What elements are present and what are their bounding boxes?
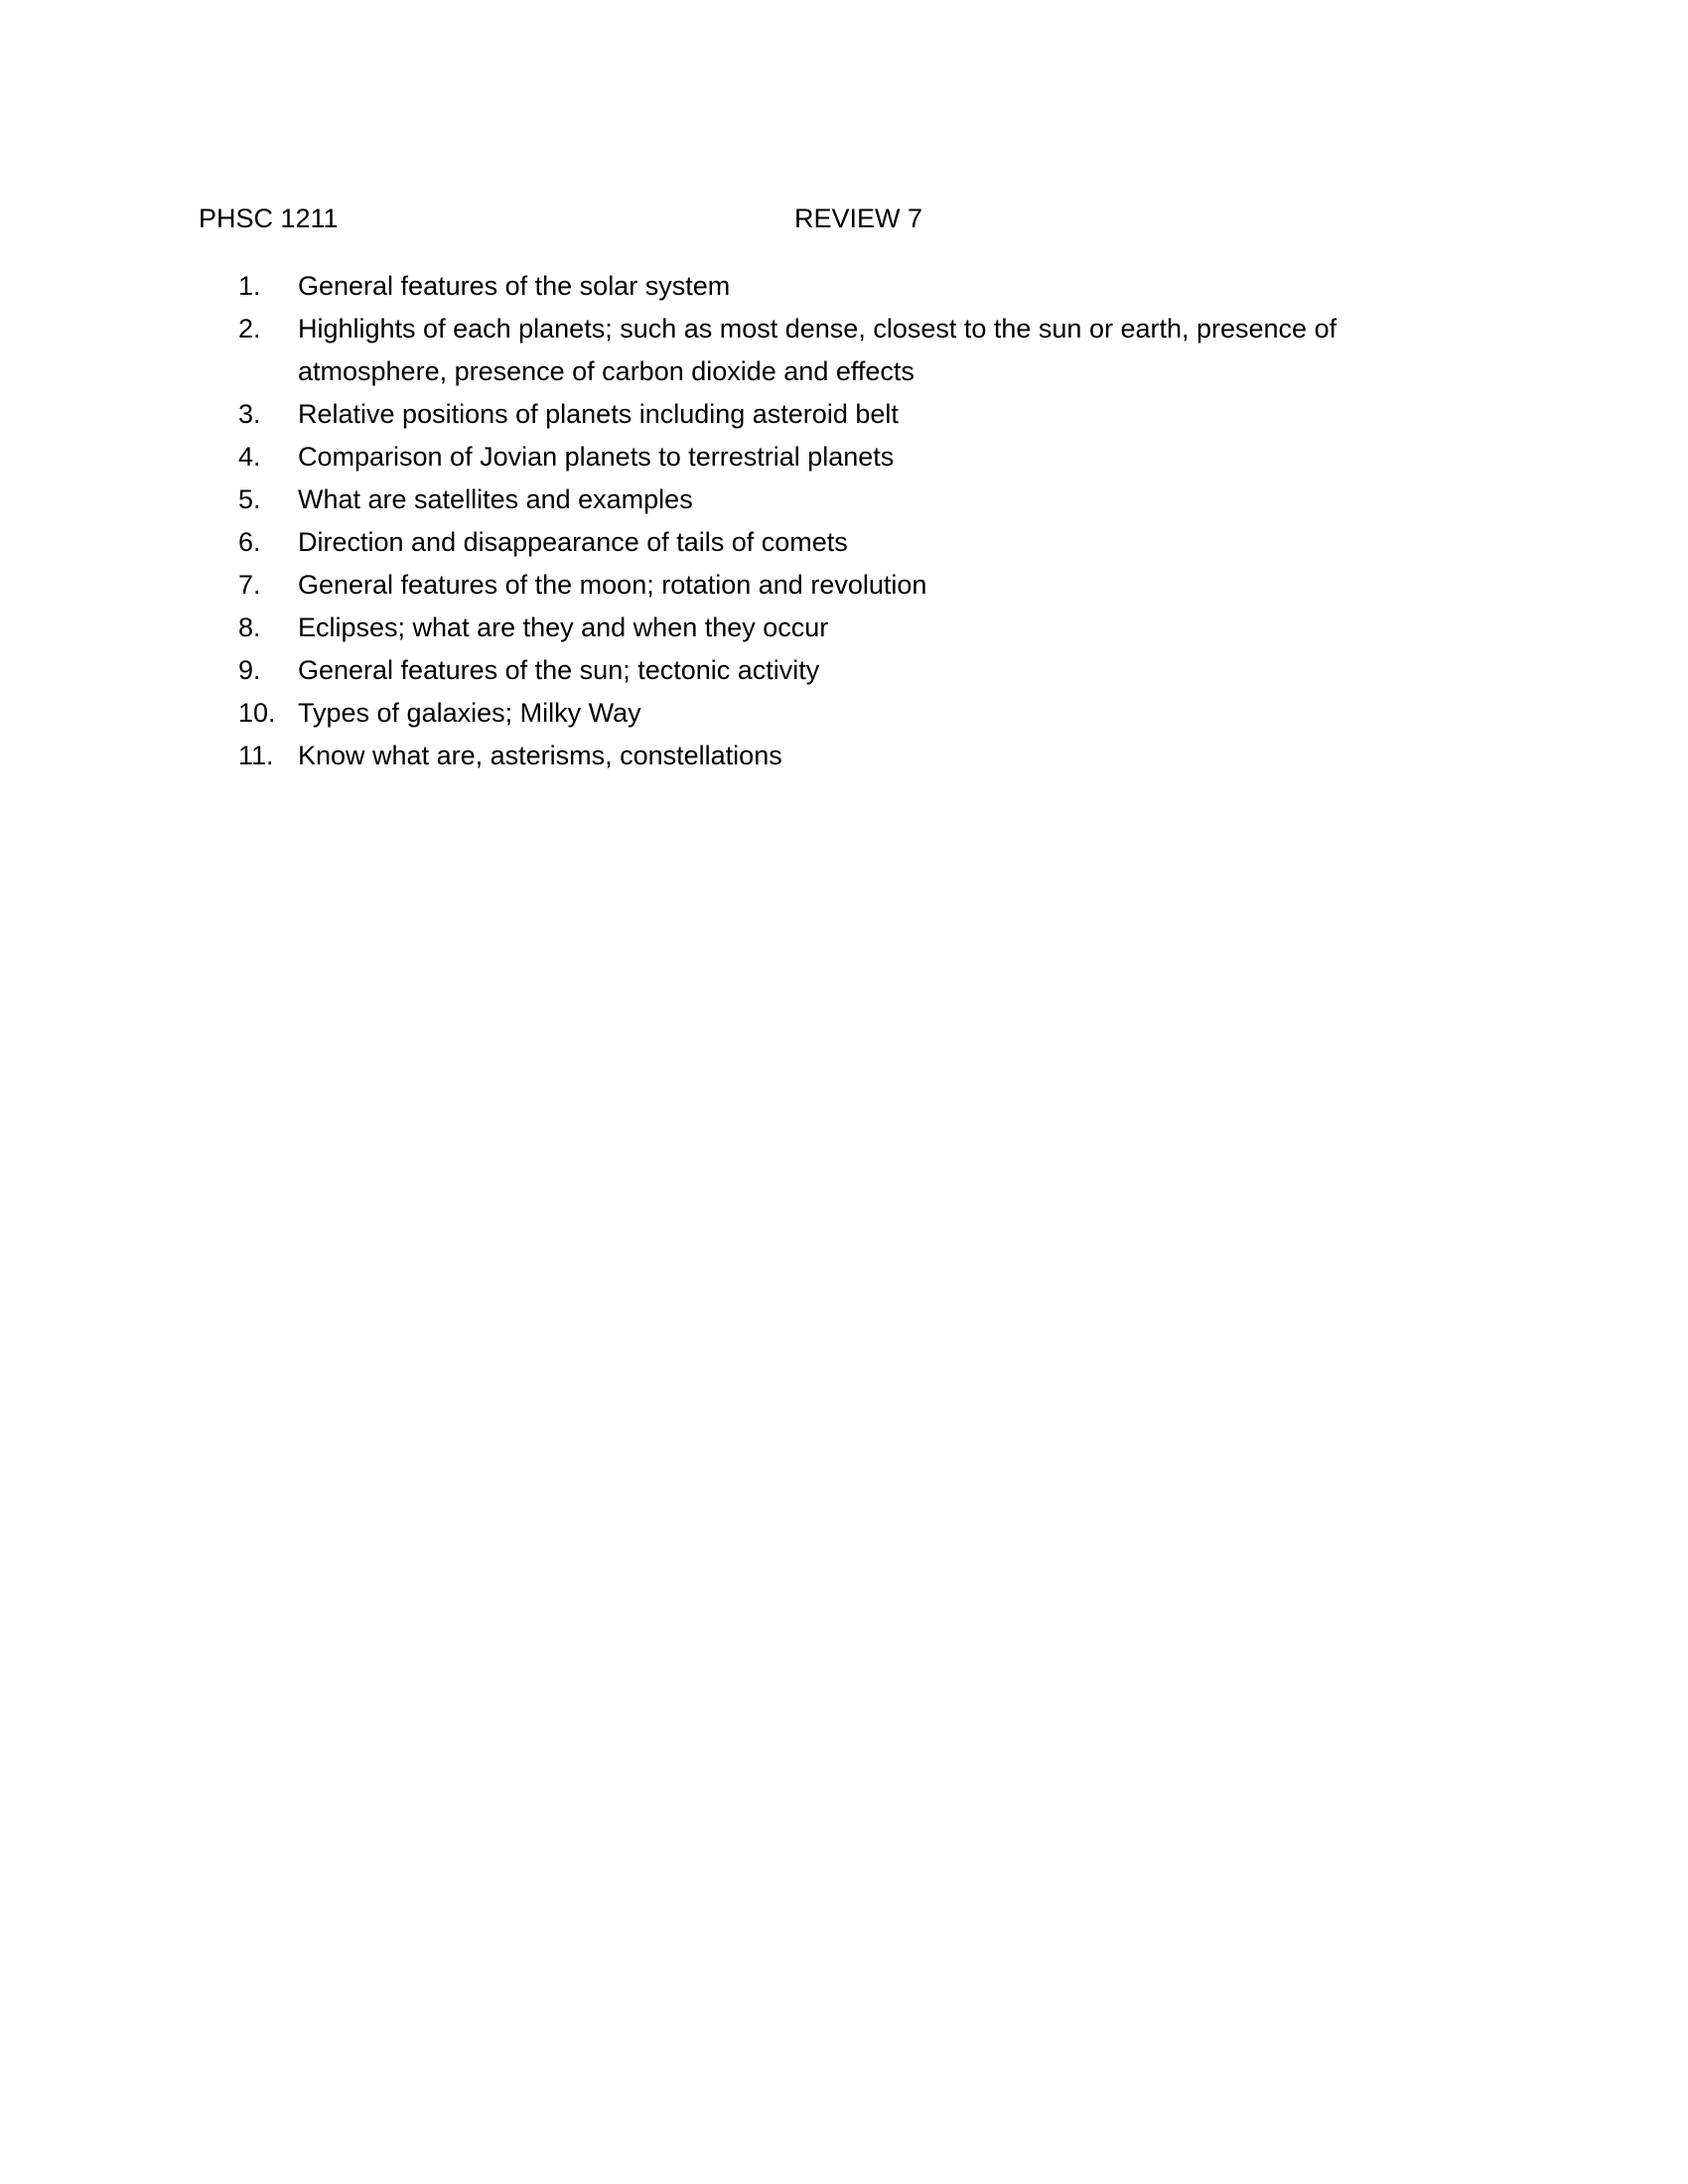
item-text: What are satellites and examples	[298, 484, 693, 514]
list-item	[238, 735, 1380, 777]
item-number: 9.	[238, 655, 261, 685]
list-item	[238, 521, 1380, 564]
list-item	[238, 265, 1380, 308]
list-item	[238, 607, 1380, 649]
item-number: 1.	[238, 271, 261, 301]
item-number: 4.	[238, 442, 261, 472]
list-item	[238, 393, 1380, 436]
item-text: Direction and disappearance of tails of comets	[298, 527, 848, 557]
list-item	[238, 649, 1380, 692]
item-text: Relative positions of planets including asteroid belt	[298, 399, 899, 429]
list-item	[238, 436, 1380, 478]
item-number: 3.	[238, 399, 261, 429]
item-text: General features of the solar system	[298, 271, 731, 301]
list-item	[238, 308, 1380, 393]
item-number: 5.	[238, 484, 261, 514]
document-header	[199, 199, 1489, 238]
review-title: REVIEW 7	[794, 204, 923, 233]
list-item	[238, 478, 1380, 521]
item-number: 10.	[238, 698, 276, 728]
item-text: Comparison of Jovian planets to terrestrial planets	[298, 442, 895, 472]
list-item	[238, 564, 1380, 607]
item-number: 7.	[238, 570, 261, 600]
review-topic-list	[238, 265, 1380, 777]
item-text: General features of the sun; tectonic activity	[298, 655, 820, 685]
item-text: Eclipses; what are they and when they occur	[298, 613, 829, 642]
item-number: 6.	[238, 527, 261, 557]
item-text: Know what are, asterisms, constellations	[298, 741, 782, 770]
item-text: Types of galaxies; Milky Way	[298, 698, 641, 728]
list-item	[238, 692, 1380, 735]
item-number: 8.	[238, 613, 261, 642]
item-text: Highlights of each planets; such as most dense, closest to the sun or earth, presence of atmosphere, presence of carbon dioxide and effects	[298, 314, 1337, 386]
item-number: 11.	[238, 741, 274, 770]
course-code: PHSC 1211	[199, 204, 339, 233]
item-text: General features of the moon; rotation and revolution	[298, 570, 927, 600]
item-number: 2.	[238, 314, 261, 343]
